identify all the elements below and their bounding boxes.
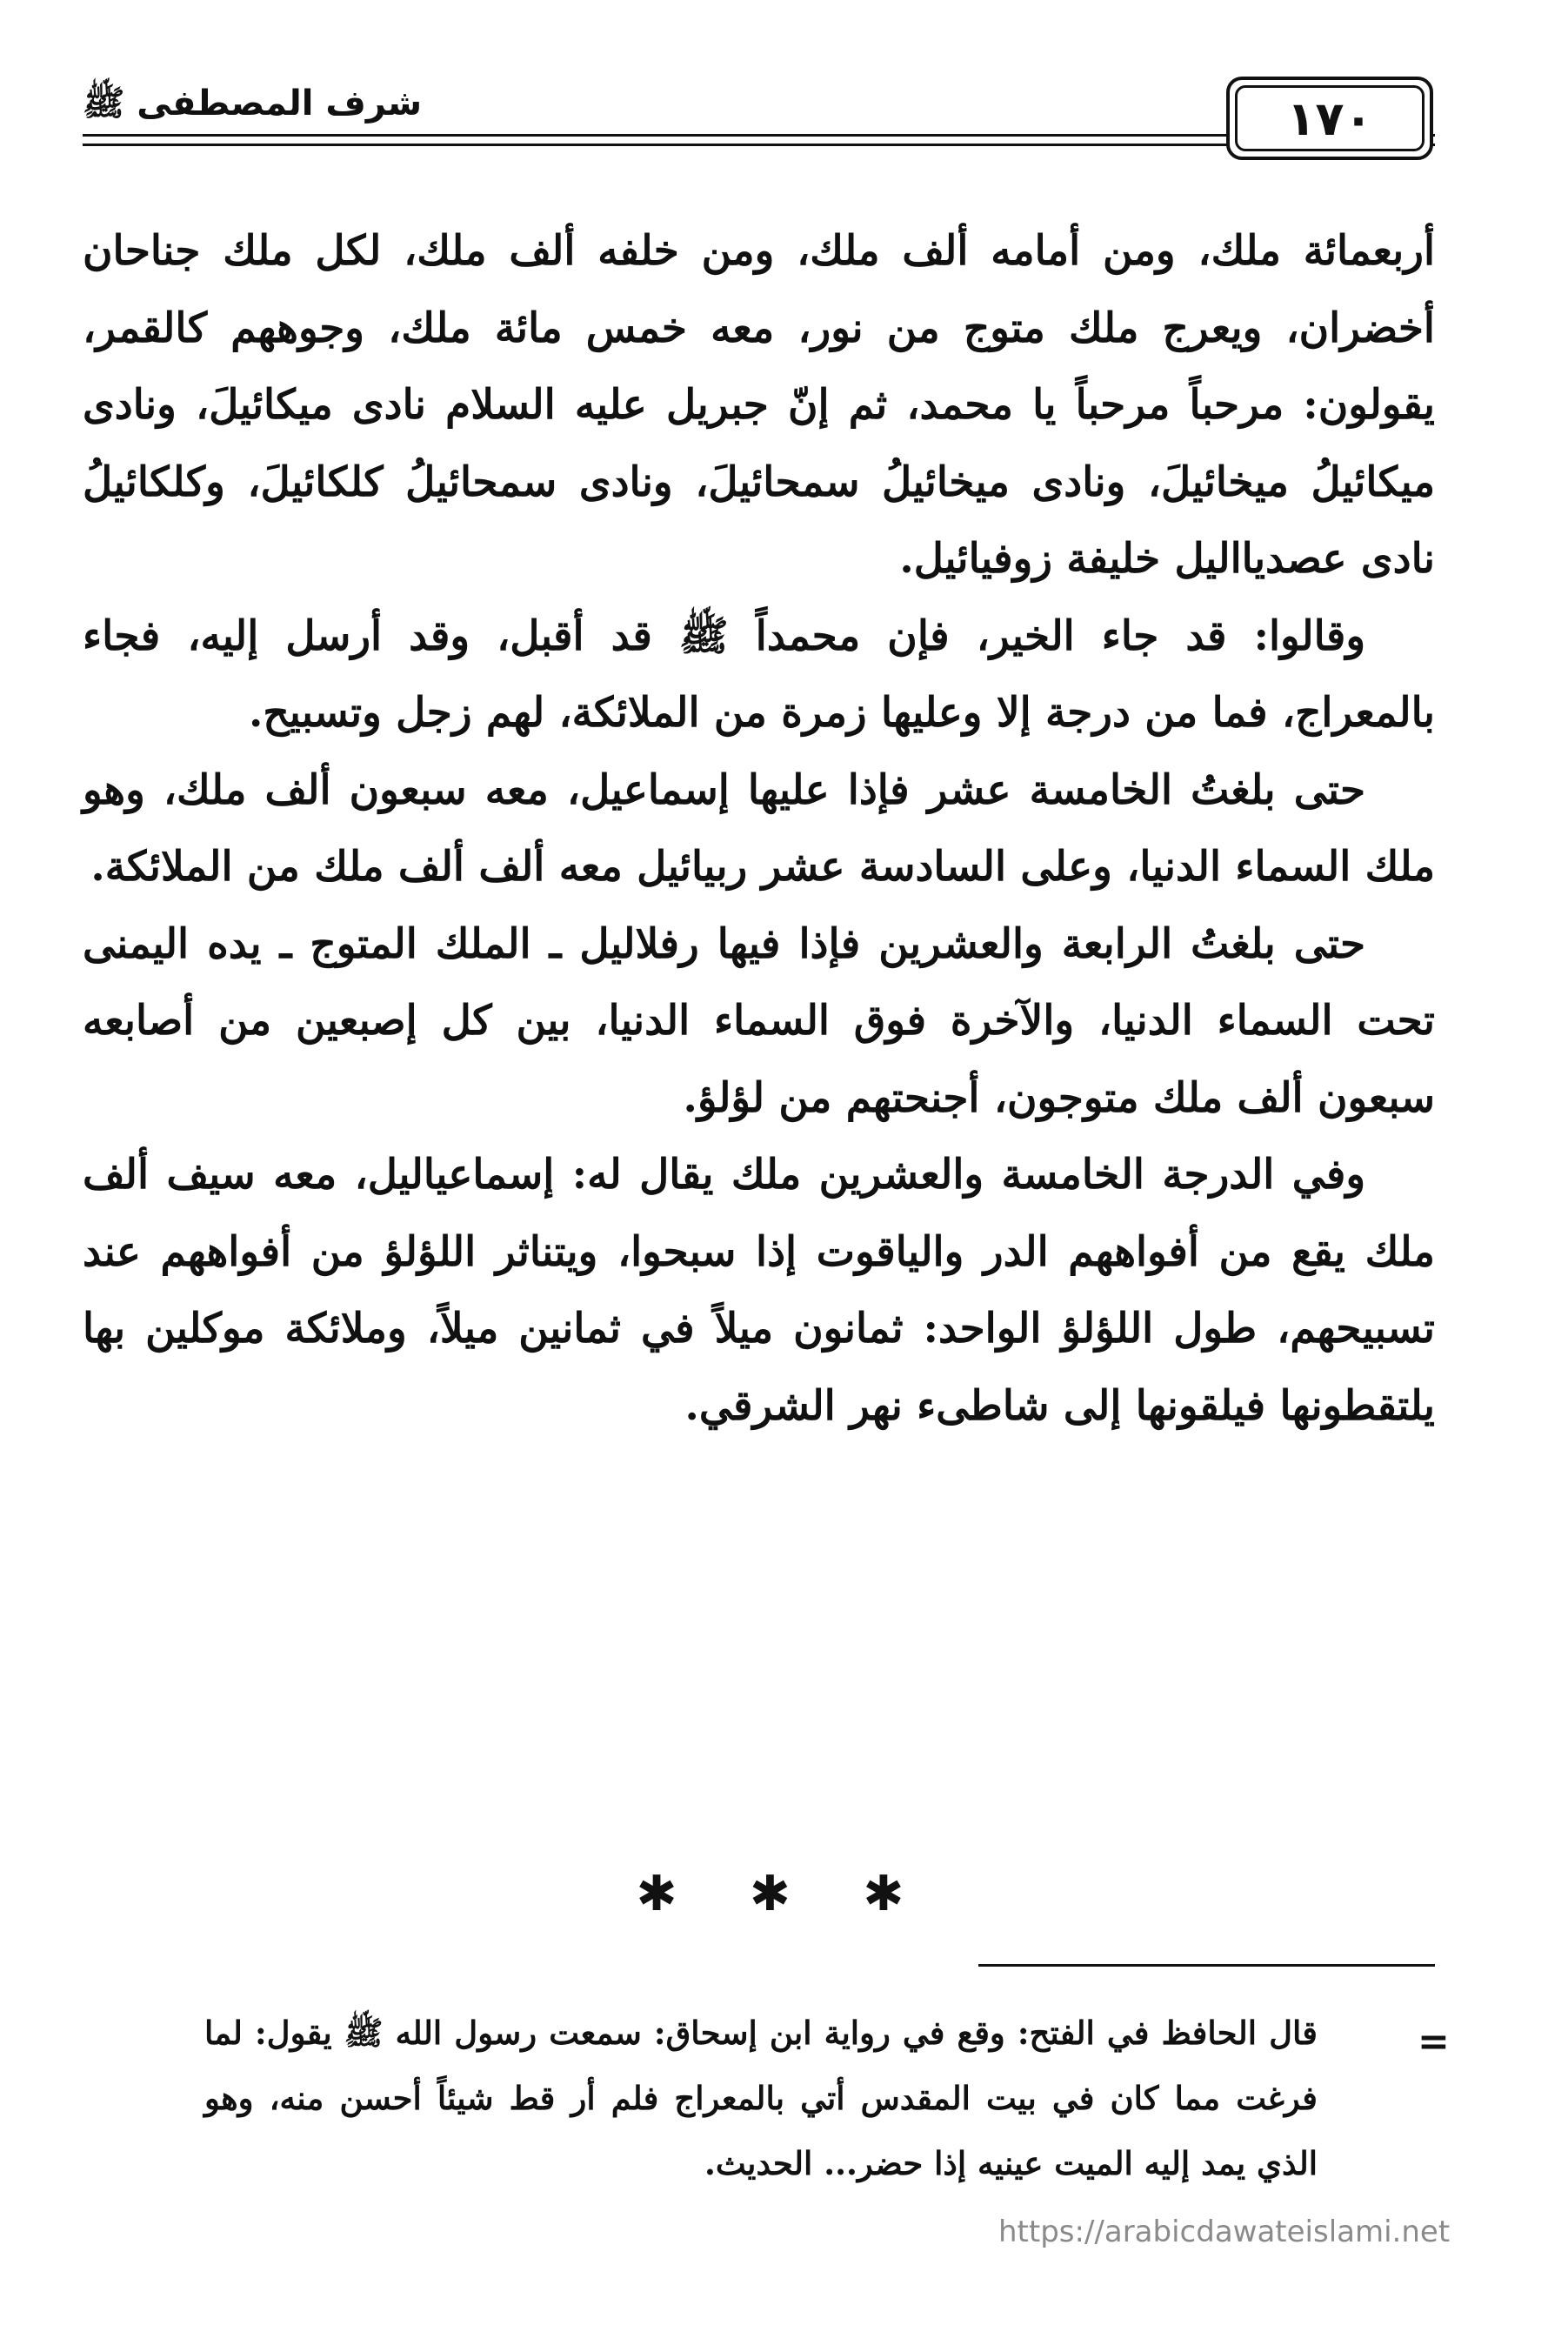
paragraph: أربعمائة ملك، ومن أمامه ألف ملك، ومن خلفه ألف ملك، لكل ملك جناحان أخضران، ويعرج ملك متوج من نور، معه خمس مائة ملك، وجوههم كالقمر، يقولون: مرحباً مرحباً يا محمد، ثم إنّ جبريل عليه السلام نادى ميكائيلَ، ونادى ميكائيلُ ميخائيلَ، ونادى ميخائيلُ سمحائيلَ، ونادى سمحائيلُ كلكائيلَ، وكلكائيلُ نادى عصديااليل خليفة زوفيائيل. bbox=[83, 227, 1435, 583]
footnote bbox=[204, 2001, 1318, 2196]
footnote-continuation-marker: = bbox=[1418, 2020, 1450, 2064]
paragraph: وقالوا: قد جاء الخير، فإن محمداً ﷺ قد أقبل، وقد أرسل إليه، فجاء بالمعراج، فما من درجة إلا وعليها زمرة من الملائكة، لهم زجل وتسبيح. bbox=[83, 611, 1435, 737]
watermark-url: https://arabicdawateislami.net bbox=[998, 2215, 1451, 2249]
section-separator: ✱ ✱ ✱ bbox=[636, 1866, 932, 1922]
footnote-rule bbox=[978, 1964, 1435, 1967]
page-header bbox=[83, 77, 1435, 164]
paragraph: حتى بلغتُ الرابعة والعشرين فإذا فيها رفلاليل ـ الملك المتوج ـ يده اليمنى تحت السماء الدنيا، والآخرة فوق السماء الدنيا، بين كل إصبعين من أصابعه سبعون ألف ملك متوجون، أجنحتهم من لؤلؤ. bbox=[83, 919, 1435, 1122]
paragraph: وفي الدرجة الخامسة والعشرين ملك يقال له: إسماعياليل، معه سيف ألف ملك يقع من أفواههم الدر والياقوت إذا سبحوا، ويتناثر اللؤلؤ من أفواههم عند تسبيحهم، طول اللؤلؤ الواحد: ثمانون ميلاً في ثمانين ميلاً، وملائكة موكلين بها يلتقطونها فيلقونها إلى شاطىء نهر الشرقي. bbox=[83, 1151, 1435, 1430]
book-title: شرف المصطفى ﷺ bbox=[83, 84, 423, 124]
page-number-frame bbox=[1226, 77, 1433, 160]
main-text bbox=[83, 213, 1435, 1445]
footnote-text: قال الحافظ في الفتح: وقع في رواية ابن إسحاق: سمعت رسول الله ﷺ يقول: لما فرغت مما كان في بيت المقدس أتي بالمعراج فلم أر قط شيئاً أحسن منه، وهو الذي يمد إليه الميت عينيه إذا حضر... الحديث. bbox=[204, 2014, 1318, 2182]
page-number: ١٧٠ bbox=[1235, 85, 1425, 151]
paragraph: حتى بلغتُ الخامسة عشر فإذا عليها إسماعيل، معه سبعون ألف ملك، وهو ملك السماء الدنيا، وعلى السادسة عشر ربيائيل معه ألف ألف ملك من الملائكة. bbox=[83, 765, 1435, 891]
